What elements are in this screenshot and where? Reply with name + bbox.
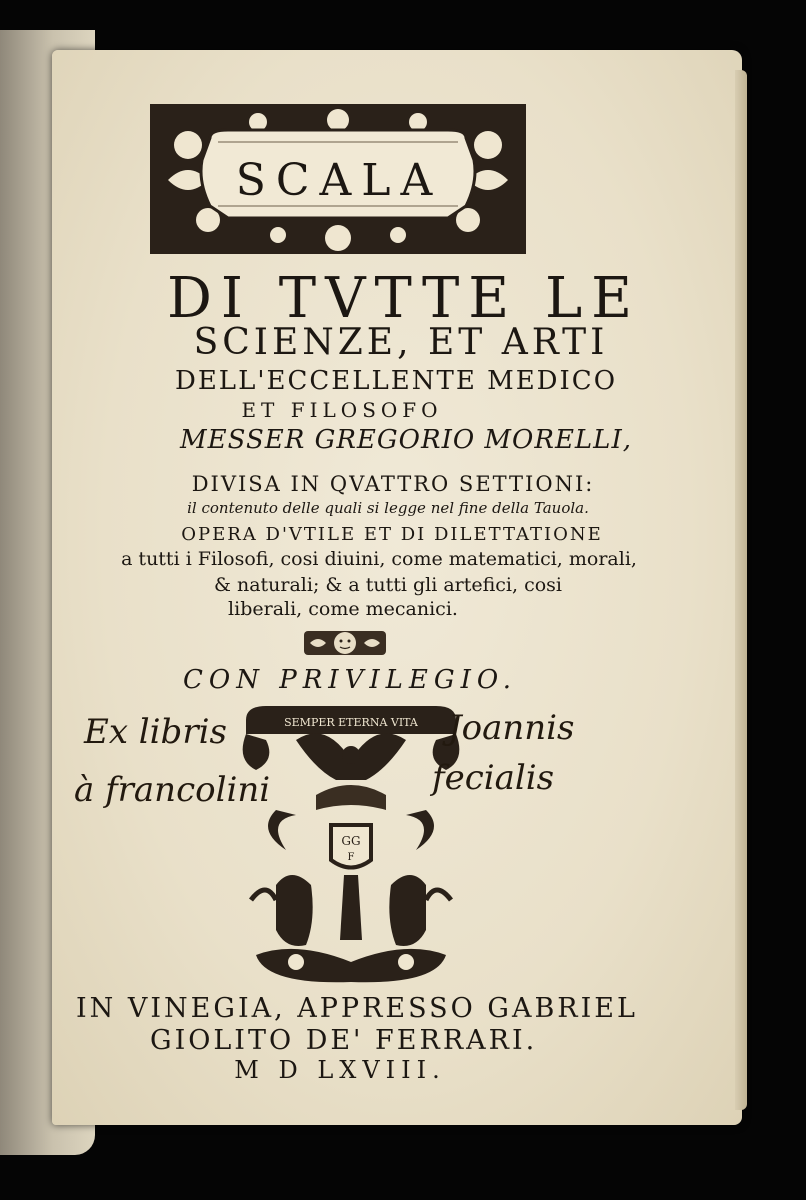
privilege-line: CON PRIVILEGIO.	[183, 665, 517, 695]
title-line-3: DELL'ECCELLENTE MEDICO	[174, 366, 618, 396]
subtitle-line: OPERA D'VTILE ET DI DILETTATIONE	[181, 524, 603, 545]
ex-libris-inscription-2: Joannis	[448, 708, 575, 748]
author-line: MESSER GREGORIO MORELLI,	[180, 425, 632, 455]
title-line-4: ET FILOSOFO	[241, 398, 443, 422]
mask-ornament-icon	[302, 625, 388, 661]
device-shield-letter: F	[347, 852, 355, 863]
imprint-line-2: GIOLITO DE' FERRARI.	[150, 1025, 538, 1056]
subtitle-line-4: liberali, come mecanici.	[228, 598, 458, 620]
printers-device-phoenix-icon	[236, 700, 466, 990]
device-banner-text: SEMPER ETERNA VITA	[284, 716, 418, 729]
ex-libris-inscription-1: Ex libris	[84, 712, 227, 752]
ex-libris-inscription-3: à francolini	[74, 770, 271, 810]
division-line: DIVISA IN QVATTRO SETTIONI:	[191, 472, 595, 496]
title-line-2: SCIENZE, ET ARTI	[193, 322, 609, 363]
contents-note: il contenuto delle quali si legge nel fine della Tauola.	[187, 499, 589, 517]
device-shield-letters: GG	[341, 834, 361, 848]
imprint-date: M D LXVIII.	[234, 1056, 446, 1084]
subtitle-line-3: & naturali; & a tutti gli artefici, cosi	[214, 574, 562, 596]
cartouche-title: SCALA	[235, 155, 443, 206]
ex-libris-inscription-4: fecialis	[432, 758, 555, 798]
title-line-1: DI TVTTE LE	[166, 266, 642, 331]
page-fore-edge	[735, 70, 747, 1110]
imprint-line-1: IN VINEGIA, APPRESSO GABRIEL	[76, 993, 638, 1024]
subtitle-line-2: a tutti i Filosofi, cosi diuini, come matematici, morali,	[121, 548, 637, 570]
